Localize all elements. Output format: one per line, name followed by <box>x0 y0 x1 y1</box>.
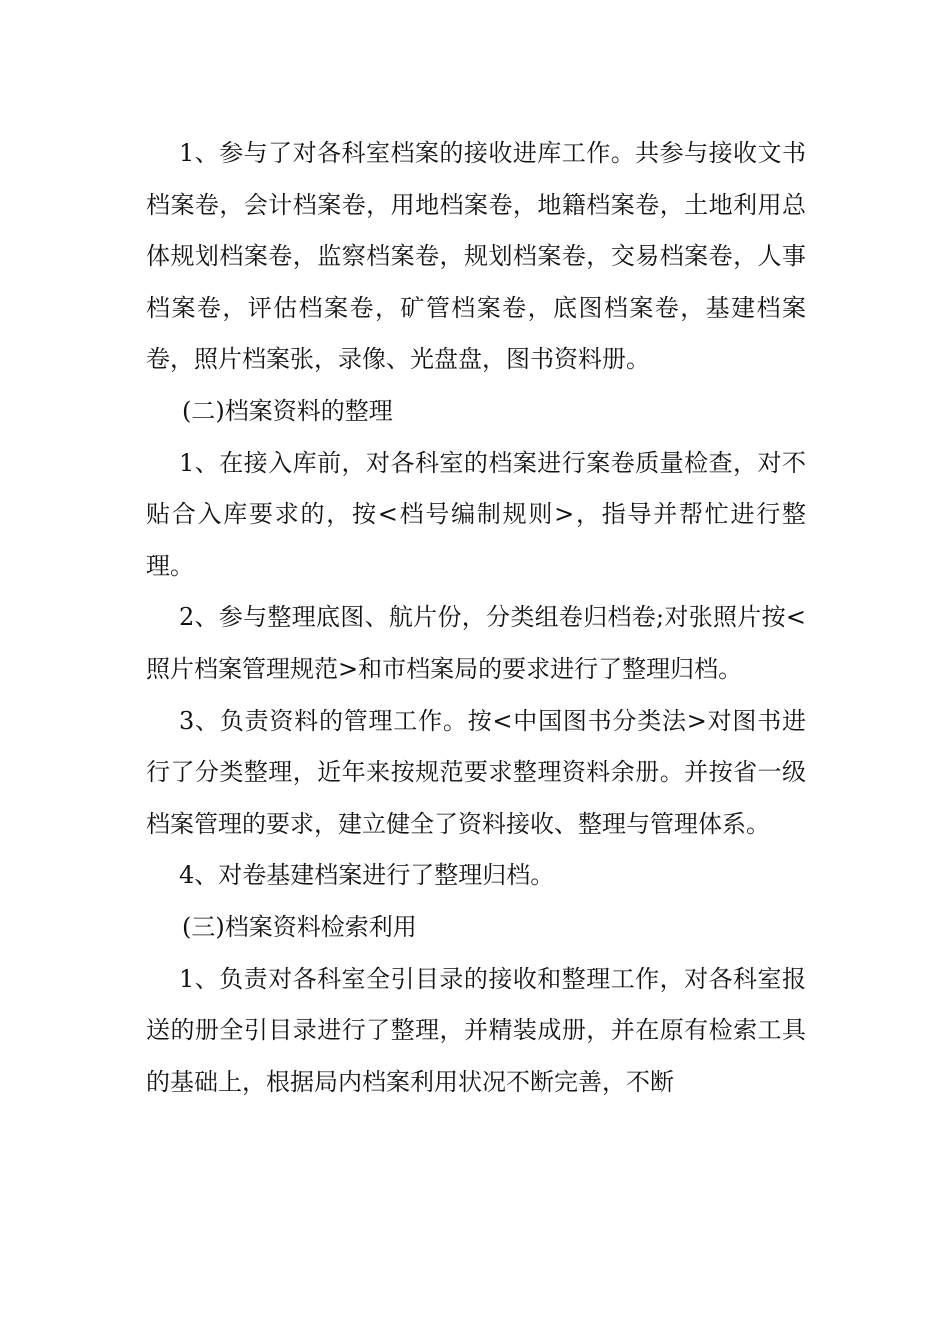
section-heading-archive-retrieval: (三)档案资料检索利用 <box>182 912 417 941</box>
paragraph-drawings-photos: 2、参与整理底图、航片份，分类组卷归档卷;对张照片按<照片档案管理规范>和市档案局的要求进行了整理归档。 <box>146 603 806 683</box>
paragraph-materials-management: 3、负责资料的管理工作。按<中国图书分类法>对图书进行了分类整理，近年来按规范要求整理资料余册。并按省一级档案管理的要求，建立健全了资料接收、整理与管理体系。 <box>146 706 806 838</box>
paragraph-construction-archives: 4、对卷基建档案进行了整理归档。 <box>179 861 555 890</box>
paragraph-receiving-archives: 1、参与了对各科室档案的接收进库工作。共参与接收文书档案卷，会计档案卷，用地档案卷，地籍档案卷，土地利用总体规划档案卷，监察档案卷，规划档案卷，交易档案卷，人事档案卷，评估档案卷，矿管档案卷，底图档案卷，基建档案卷，照片档案张，录像、光盘盘，图书资料册。 <box>146 139 806 374</box>
document-body <box>146 128 806 1108</box>
paragraph-catalog-organizing: 1、负责对各科室全引目录的接收和整理工作，对各科室报送的册全引目录进行了整理，并精装成册，并在原有检索工具的基础上，根据局内档案利用状况不断完善，不断 <box>146 964 806 1096</box>
paragraph-quality-check: 1、在接入库前，对各科室的档案进行案卷质量检查，对不贴合入库要求的，按<档号编制规则>，指导并帮忙进行整理。 <box>146 448 806 580</box>
section-heading-archive-organizing: (二)档案资料的整理 <box>182 396 393 425</box>
